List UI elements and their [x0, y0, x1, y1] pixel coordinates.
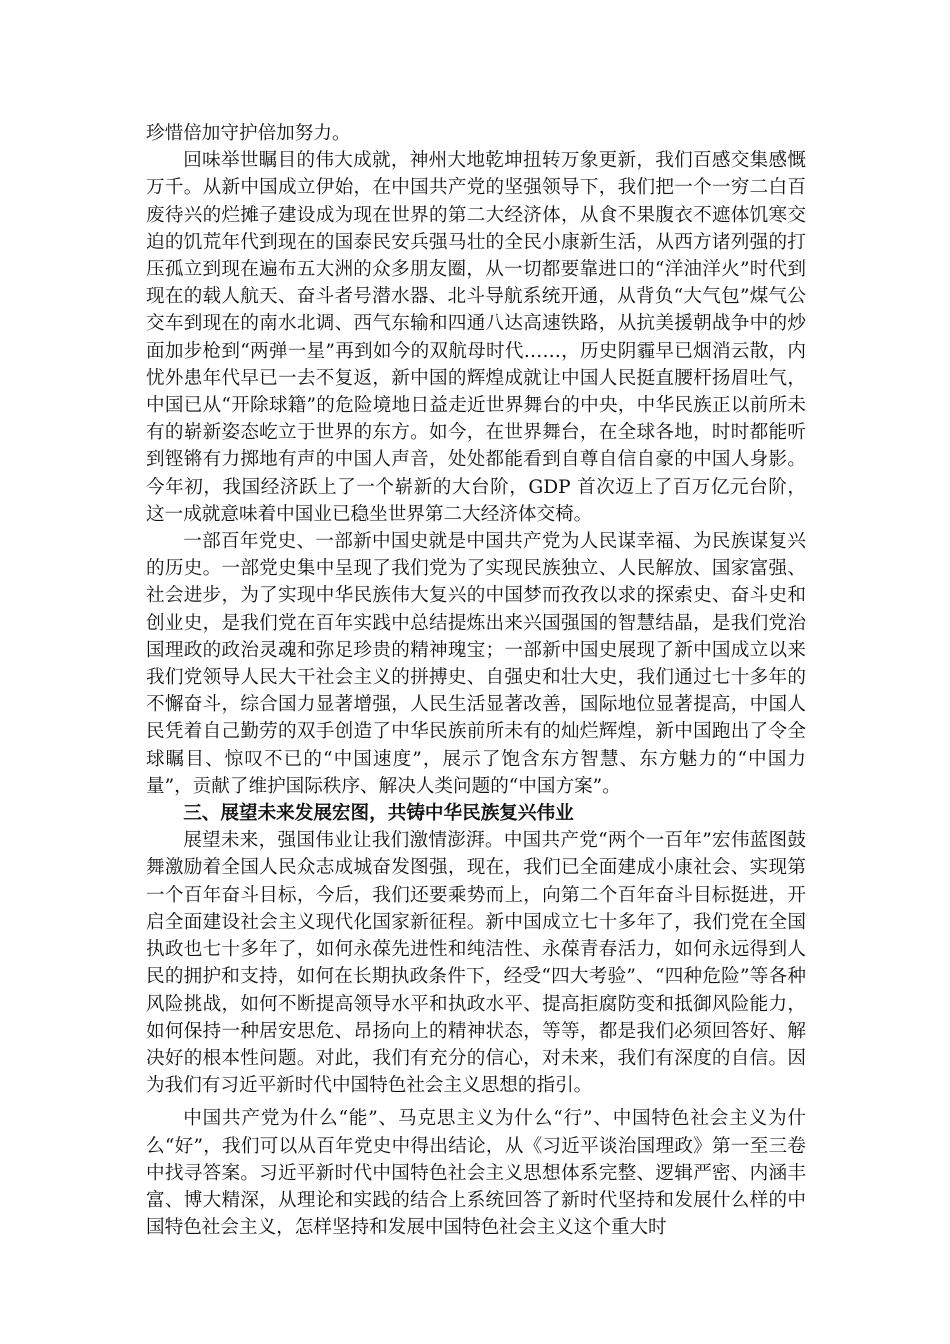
document-page: [146, 120, 806, 1241]
paragraph-achievements: 回味举世瞩目的伟大成就，神州大地乾坤扭转万象更新，我们百感交集感慨万千。从新中国成立伊始，在中国共产党的坚强领导下，我们把一个一穷二白百废待兴的烂摊子建设成为现在世界的第二大经济体，从食不果腹衣不遮体饥寒交迫的饥荒年代到现在的国泰民安兵强马壮的全民小康新生活，从西方诸列强的打压孤立到现在遍布五大洲的众多朋友圈，从一切都要靠进口的“洋油洋火”时代到现在的载人航天、奋斗者号潜水器、北斗导航系统开通，从背负“大气包”煤气公交车到现在的南水北调、西气东输和四通八达高速铁路，从抗美援朝战争中的炒面加步枪到“两弹一星”再到如今的双航母时代……，历史阴霾早已烟消云散，内忧外患年代早已一去不复返，新中国的辉煌成就让中国人民挺直腰杆扬眉吐气，中国已从“开除球籍”的危险境地日益走近世界舞台的中央，中华民族正以前所未有的崭新姿态屹立于世界的东方。如今，在世界舞台，在全球各地，时时都能听到铿锵有力掷地有声的中国人声音，处处都能看到自尊自信自豪的中国人身影。今年初，我国经济跃上了一个崭新的大台阶，GDP 首次迈上了百万亿元台阶，这一成就意味着中国业已稳坐世界第二大经济体交椅。: [146, 150, 806, 525]
paragraph-continuation: 珍惜倍加守护倍加努力。: [146, 123, 351, 144]
section-heading: 三、展望未来发展宏图，共铸中华民族复兴伟业: [183, 803, 574, 825]
paragraph-future-outlook: 展望未来，强国伟业让我们激情澎湃。中国共产党“两个一百年”宏伟蓝图鼓舞激励着全国人民众志成城奋发图强，现在，我们已全面建成小康社会、实现第一个百年奋斗目标，今后，我们还要乘势而上，向第二个百年奋斗目标挺进，开启全面建设社会主义现代化国家新征程。新中国成立七十多年了，我们党在全国执政也七十多年了，如何永葆先进性和纯洁性、永葆青春活力，如何永远得到人民的拥护和支持，如何在长期执政条件下，经受“四大考验”、“四种危险”等各种风险挑战，如何不断提高领导水平和执政水平、提高拒腐防变和抵御风险能力，如何保持一种居安思危、昂扬向上的精神状态，等等，都是我们必须回答好、解决好的根本性问题。对此，我们有充分的信心，对未来，我们有深度的自信。因为我们有习近平新时代中国特色社会主义思想的指引。: [146, 830, 806, 1097]
paragraph-party-history: 一部百年党史、一部新中国史就是中国共产党为人民谋幸福、为民族谋复兴的历史。一部党史集中呈现了我们党为了实现民族独立、人民解放、国家富强、社会进步，为了实现中华民族伟大复兴的中国梦而孜孜以求的探索史、奋斗史和创业史，是我们党在百年实践中总结提炼出来兴国强国的智慧结晶，是我们党治国理政的政治灵魂和弥足珍贵的精神瑰宝；一部新中国史展现了新中国成立以来我们党领导人民大干社会主义的拼搏史、自强史和壮大史，我们通过七十多年的不懈奋斗，综合国力显著增强，人民生活显著改善，国际地位显著提高，中国人民凭着自己勤劳的双手创造了中华民族前所未有的灿烂辉煌，新中国跑出了令全球瞩目、惊叹不已的“中国速度”，展示了饱含东方智慧、东方魅力的“中国力量”，贡献了维护国际秩序、解决人类问题的“中国方案”。: [146, 531, 806, 797]
paragraph-why-party-can: 中国共产党为什么“能”、马克思主义为什么“行”、中国特色社会主义为什么“好”，我们可以从百年党史中得出结论，从《习近平谈治国理政》第一至三卷中找寻答案。习近平新时代中国特色社会主义思想体系完整、逻辑严密、内涵丰富、博大精深，从理论和实践的结合上系统回答了新时代坚持和发展什么样的中国特色社会主义，怎样坚持和发展中国特色社会主义这个重大时: [146, 1108, 806, 1239]
